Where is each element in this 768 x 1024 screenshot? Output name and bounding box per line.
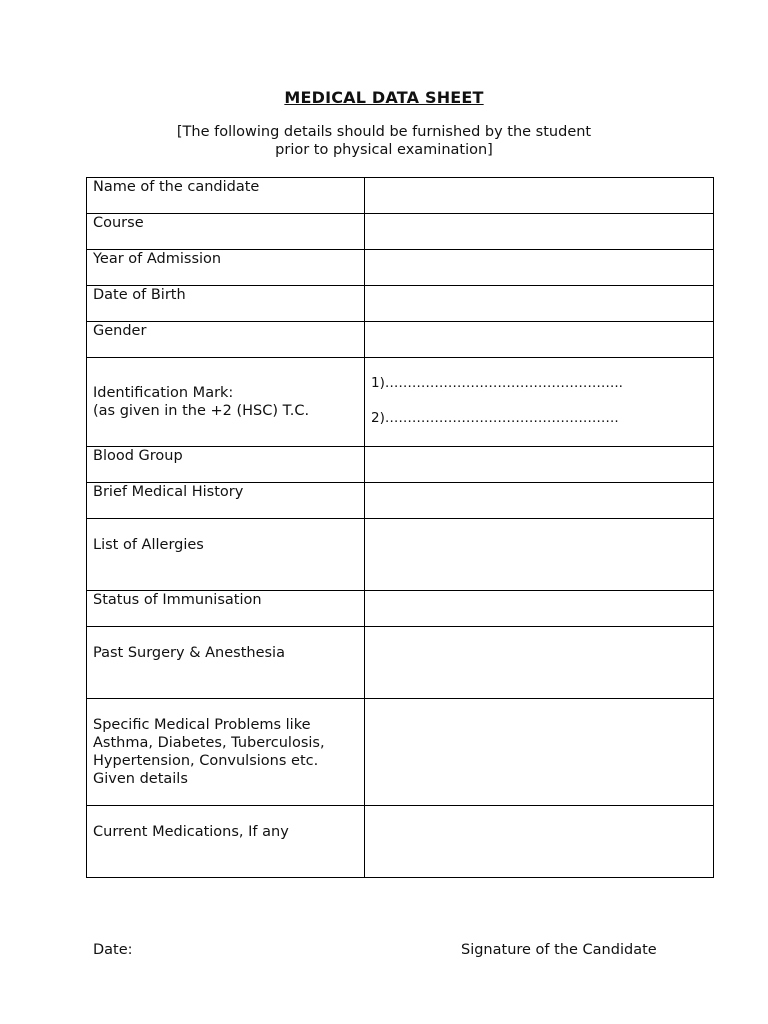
date-label: Date:	[93, 942, 133, 958]
field-label-specific-medical-problems-4: Given details	[93, 771, 188, 787]
field-value-identification-mark[interactable]	[365, 358, 714, 447]
field-label-course: Course	[93, 215, 144, 231]
label-cell	[87, 250, 365, 286]
label-cell	[87, 447, 365, 483]
label-cell	[87, 178, 365, 214]
label-cell	[87, 322, 365, 358]
label-cell	[87, 519, 365, 591]
identification-mark-2: 2)…………………………………………….	[371, 410, 619, 426]
subtitle-line-1: [The following details should be furnished by the student	[176, 124, 592, 140]
field-label-gender: Gender	[93, 323, 147, 339]
subtitle-line-2: prior to physical examination]	[275, 142, 493, 158]
medical-data-table	[86, 177, 714, 878]
row-list-of-allergies	[87, 519, 714, 591]
label-cell	[87, 806, 365, 878]
row-course	[87, 214, 714, 250]
row-blood-group	[87, 447, 714, 483]
field-label-blood-group: Blood Group	[93, 448, 183, 464]
field-value-date-of-birth[interactable]	[365, 286, 714, 322]
field-label-identification-mark: Identification Mark:	[93, 385, 234, 401]
row-past-surgery-anesthesia	[87, 627, 714, 699]
field-label-specific-medical-problems-1: Specific Medical Problems like	[93, 717, 311, 733]
field-label-current-medications: Current Medications, If any	[93, 824, 289, 840]
field-value-specific-medical-problems[interactable]	[365, 699, 714, 806]
field-value-course[interactable]	[365, 214, 714, 250]
field-value-blood-group[interactable]	[365, 447, 714, 483]
row-current-medications	[87, 806, 714, 878]
row-identification-mark	[87, 358, 714, 447]
label-cell	[87, 699, 365, 806]
field-label-date-of-birth: Date of Birth	[93, 287, 186, 303]
signature-label: Signature of the Candidate	[461, 942, 657, 958]
field-label-specific-medical-problems-3: Hypertension, Convulsions etc.	[93, 753, 319, 769]
label-cell	[87, 627, 365, 699]
field-value-year-of-admission[interactable]	[365, 250, 714, 286]
row-specific-medical-problems	[87, 699, 714, 806]
field-value-status-of-immunisation[interactable]	[365, 591, 714, 627]
identification-mark-1: 1)……………………………………………..	[371, 375, 623, 391]
row-year-of-admission	[87, 250, 714, 286]
row-gender	[87, 322, 714, 358]
field-label-name: Name of the candidate	[93, 179, 260, 195]
label-cell	[87, 214, 365, 250]
row-status-of-immunisation	[87, 591, 714, 627]
field-label-specific-medical-problems-2: Asthma, Diabetes, Tuberculosis,	[93, 735, 325, 751]
label-cell	[87, 591, 365, 627]
row-brief-medical-history	[87, 483, 714, 519]
field-value-past-surgery-anesthesia[interactable]	[365, 627, 714, 699]
field-value-gender[interactable]	[365, 322, 714, 358]
field-label-status-of-immunisation: Status of Immunisation	[93, 592, 262, 608]
field-value-brief-medical-history[interactable]	[365, 483, 714, 519]
field-value-current-medications[interactable]	[365, 806, 714, 878]
row-name	[87, 178, 714, 214]
label-cell	[87, 483, 365, 519]
label-cell	[87, 358, 365, 447]
document-subtitle	[0, 123, 768, 159]
label-cell	[87, 286, 365, 322]
field-label-year-of-admission: Year of Admission	[93, 251, 222, 267]
field-value-name[interactable]	[365, 178, 714, 214]
row-date-of-birth	[87, 286, 714, 322]
field-value-list-of-allergies[interactable]	[365, 519, 714, 591]
field-label-brief-medical-history: Brief Medical History	[93, 484, 244, 500]
field-label-past-surgery-anesthesia: Past Surgery & Anesthesia	[93, 645, 285, 661]
document-title: MEDICAL DATA SHEET	[284, 88, 484, 107]
field-label-identification-note: (as given in the +2 (HSC) T.C.	[93, 403, 310, 419]
field-label-list-of-allergies: List of Allergies	[93, 537, 204, 553]
